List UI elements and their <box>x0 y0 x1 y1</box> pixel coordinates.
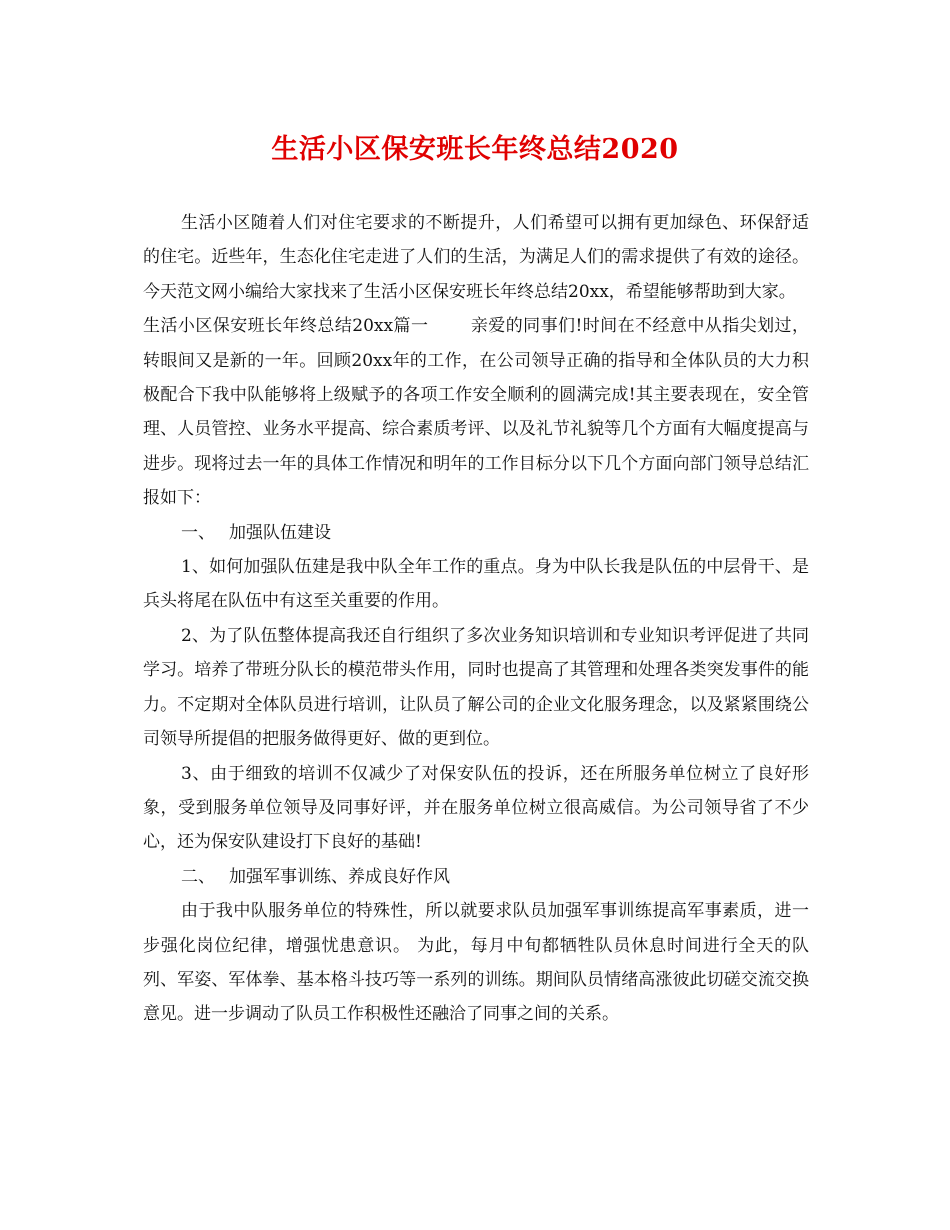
section-number: 二、 <box>181 866 215 887</box>
section-heading-1 <box>143 516 809 550</box>
list-item-2: 2、为了队伍整体提高我还自行组织了多次业务知识培训和专业知识考评促进了共同学习。培养了带班分队长的模范带头作用，同时也提高了其管理和处理各类突发事件的能力。不定期对全体队员进行培训，让队员了解公司的企业文化服务理念，以及紧紧围绕公司领导所提倡的把服务做得更好、做的更到位。 <box>143 625 809 750</box>
intro-paragraph: 生活小区随着人们对住宅要求的不断提升，人们希望可以拥有更加绿色、环保舒适的住宅。近些年，生态化住宅走进了人们的生活，为满足人们的需求提供了有效的途径。今天范文网小编给大家找来了生活小区保安班长年终总结20xx，希望能够帮助到大家。 <box>143 213 809 302</box>
section-number: 一、 <box>181 522 215 543</box>
document-title: 生活小区保安班长年终总结2020 <box>271 134 679 165</box>
section-title: 加强队伍建设 <box>229 522 331 543</box>
part-paragraph <box>143 309 809 515</box>
part-text: 亲爱的同事们!时间在不经意中从指尖划过，转眼间又是新的一年。回顾20xx年的工作，在公司领导正确的指导和全体队员的大力积极配合下我中队能够将上级赋予的各项工作安全顺利的圆满完成!其主要表现在，安全管理、人员管控、业务水平提高、综合素质考评、以及礼节礼貌等几个方面有大幅度提高与进步。现将过去一年的具体工作情况和明年的工作目标分以下几个方面向部门领导总结汇报如下： <box>143 316 809 509</box>
list-item-3: 3、由于细致的培训不仅减少了对保安队伍的投诉，还在所服务单位树立了良好形象，受到服务单位领导及同事好评，并在服务单位树立很高威信。为公司领导省了不少心，还为保安队建设打下良好的基础! <box>143 763 809 853</box>
section-title: 加强军事训练、养成良好作风 <box>229 866 450 887</box>
section-2-paragraph: 由于我中队服务单位的特殊性，所以就要求队员加强军事训练提高军事素质，进一步强化岗位纪律，增强忧患意识。 为此，每月中旬都牺牲队员休息时间进行全天的队列、军姿、军体拳、基本格斗技巧等一系列的训练。期间队员情绪高涨彼此切磋交流交换意见。进一步调动了队员工作积极性还融洽了同事之间的关系。 <box>143 901 809 1025</box>
document-body <box>143 206 809 1032</box>
section-heading-2 <box>143 860 809 894</box>
list-item-1: 1、如何加强队伍建是我中队全年工作的重点。身为中队长我是队伍的中层骨干、是兵头将尾在队伍中有这至关重要的作用。 <box>143 557 809 612</box>
part-label: 生活小区保安班长年终总结20xx篇一 <box>143 316 429 337</box>
